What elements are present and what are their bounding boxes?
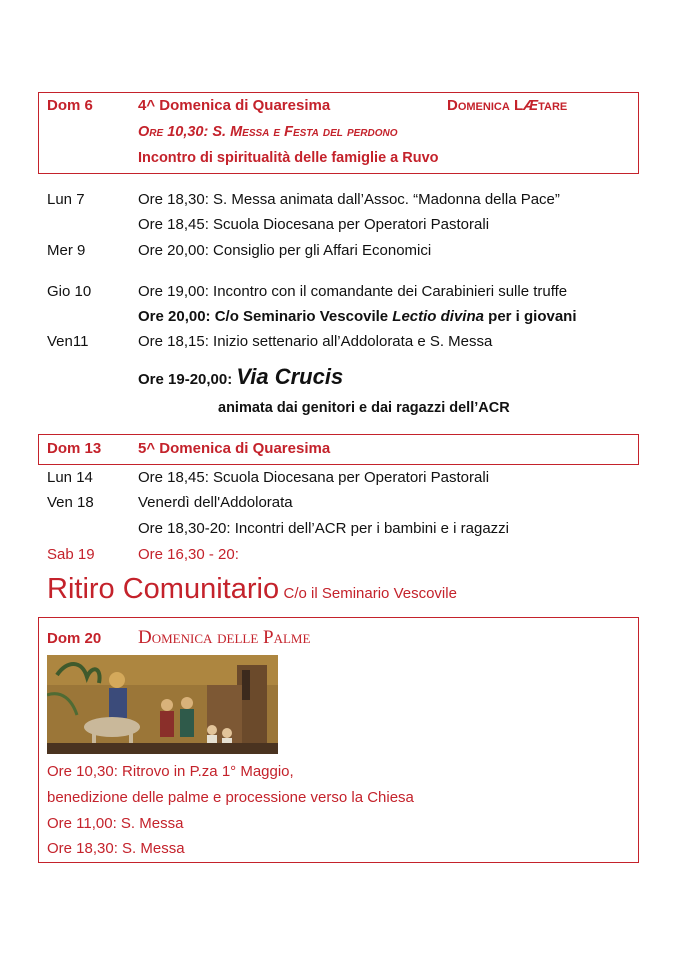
week1-title: 4^ Domenica di Quaresima: [138, 97, 331, 114]
entry2-day: Ven 18: [47, 494, 94, 511]
week1-day: Dom 6: [47, 97, 93, 114]
entry-text: Ore 19,00: Incontro con il comandante dei Carabinieri sulle truffe: [138, 283, 568, 300]
week2-box: [38, 434, 639, 465]
entry2-text: Venerdì dell'Addolorata: [138, 494, 293, 511]
entry2-text: Ore 18,45: Scuola Diocesana per Operatori Pastorali: [138, 469, 490, 486]
week1-line2: Incontro di spiritualità delle famiglie a Ruvo: [138, 150, 439, 166]
entry-text: Ore 18,30: S. Messa animata dall’Assoc. “Madonna della Pace”: [138, 191, 560, 208]
gio10-bold-line: [138, 308, 577, 325]
week3-title: Domenica delle Palme: [138, 627, 311, 648]
week3-line: Ore 18,30: S. Messa: [47, 840, 185, 857]
via-crucis-title: Via Crucis: [236, 364, 344, 389]
gio10-lectio: Lectio divina: [392, 308, 484, 325]
gio10-bold-c: per i giovani: [483, 308, 577, 325]
week1-tag-ae: Æ: [523, 97, 539, 114]
ritiro-place: C/o il Seminario Vescovile: [283, 585, 457, 602]
sab19-day: Sab 19: [47, 546, 95, 563]
week1-tag-suffix: tare: [538, 97, 568, 114]
entry-day: Mer 9: [47, 242, 86, 259]
week1-tag-prefix: Domenica L: [447, 97, 524, 114]
sab19-text: Ore 16,30 - 20:: [138, 546, 239, 563]
painting-image: [47, 655, 278, 754]
gio10-bold-a: Ore 20,00: C/o Seminario Vescovile: [138, 308, 393, 325]
week3-line: Ore 11,00: S. Messa: [47, 815, 184, 832]
entry-text: Ore 18,45: Scuola Diocesana per Operatori Pastorali: [138, 216, 490, 233]
week3-day: Dom 20: [47, 630, 102, 647]
ritiro-title: Ritiro Comunitario: [47, 573, 280, 605]
via-crucis-time: Ore 19-20,00:: [138, 371, 237, 388]
entry2-text: Ore 18,30-20: Incontri dell’ACR per i bambini e i ragazzi: [138, 520, 510, 537]
palm-sunday-painting: [47, 655, 278, 754]
via-crucis-sub: animata dai genitori e dai ragazzi dell’ACR: [218, 400, 510, 416]
week3-line: benedizione delle palme e processione verso la Chiesa: [47, 789, 414, 806]
week3-line: Ore 10,30: Ritrovo in P.za 1° Maggio,: [47, 763, 294, 780]
ritiro-line: [47, 573, 457, 606]
week1-tag: [447, 97, 567, 114]
week1-line1: Ore 10,30: S. Messa e Festa del perdono: [138, 124, 398, 140]
entry-day: Lun 7: [47, 191, 85, 208]
entry-day: Gio 10: [47, 283, 92, 300]
ven11-text: Ore 18,15: Inizio settenario all’Addolorata e S. Messa: [138, 333, 493, 350]
via-crucis-line: [138, 364, 343, 390]
week2-title: 5^ Domenica di Quaresima: [138, 440, 331, 457]
entry-text: Ore 20,00: Consiglio per gli Affari Economici: [138, 242, 432, 259]
entry2-day: Lun 14: [47, 469, 93, 486]
week2-day: Dom 13: [47, 440, 102, 457]
ven11-day: Ven11: [47, 333, 89, 350]
